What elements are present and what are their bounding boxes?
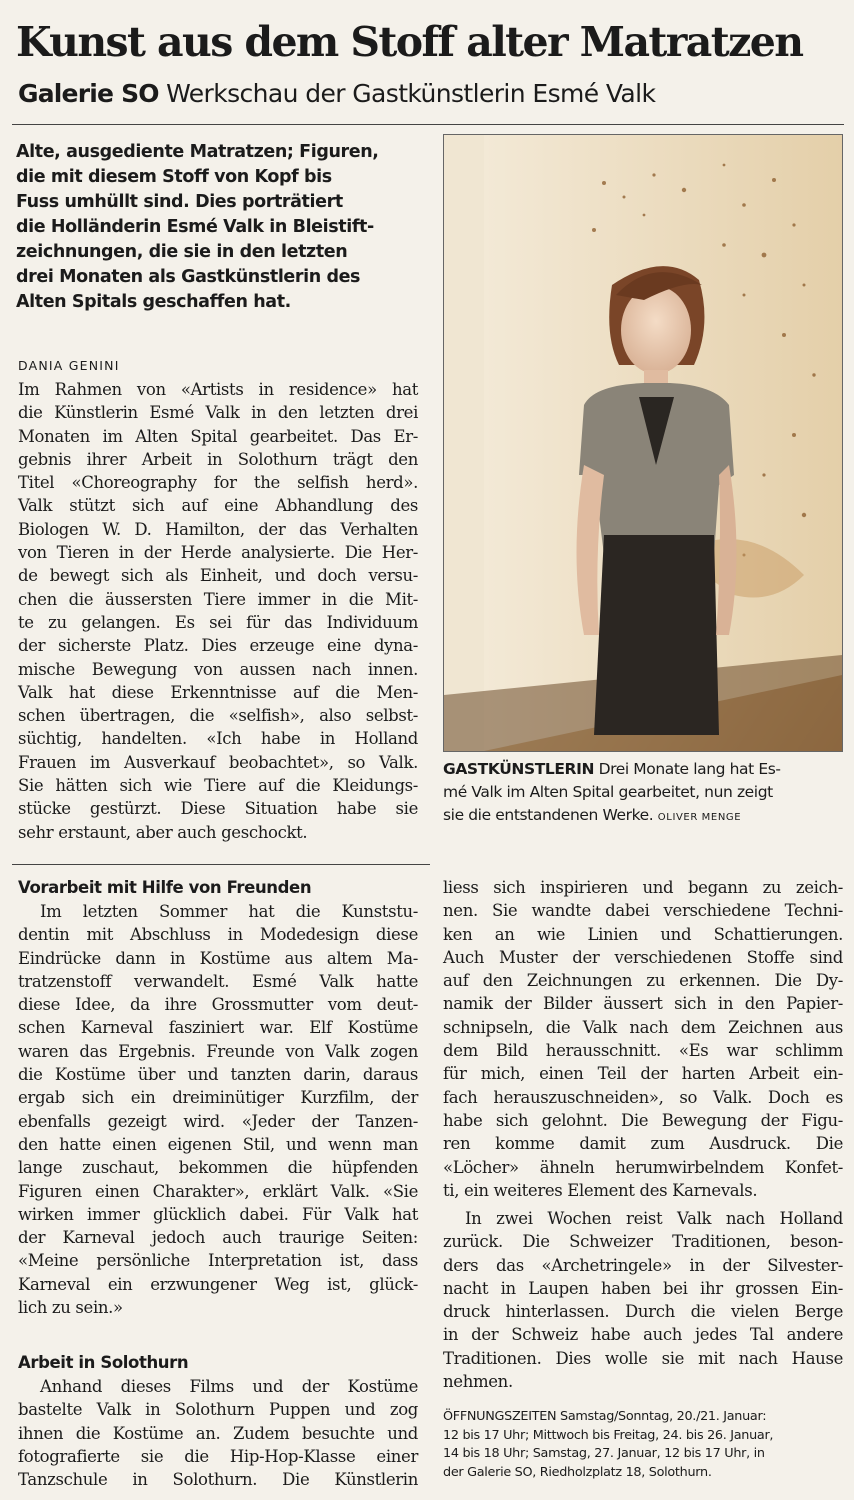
text-line: waren das Ergebnis. Freunde von Valk zogen <box>18 1041 418 1061</box>
lead-line: Alte, ausgediente Matratzen; Figuren, <box>16 142 379 162</box>
text-line: schnipseln, die Valk nach dem Zeichnen aus <box>443 1017 843 1037</box>
lead-paragraph <box>16 140 420 315</box>
article-column-2-paragraph-1 <box>443 876 843 1202</box>
text-line: Im letzten Sommer hat die Kunststu- <box>40 902 418 921</box>
text-line: für mich, einen Teil der harten Arbeit ein- <box>443 1064 843 1084</box>
text-line: liess sich inspirieren und begann zu zeich- <box>443 878 843 897</box>
text-line: namik der Bilder äussert sich in den Papier- <box>443 994 843 1014</box>
headline: Kunst aus dem Stoff alter Matratzen <box>16 18 803 66</box>
subheadline-text: Werkschau der Gastkünstlerin Esmé Valk <box>166 79 656 108</box>
article-column-1-paragraph-3 <box>18 1375 418 1491</box>
text-line: Figuren einen Charakter», erklärt Valk. «Sie <box>18 1181 418 1201</box>
artist-photo <box>443 134 843 752</box>
text-line: Karneval ein erzwungener Weg ist, glück- <box>18 1274 418 1294</box>
text-line: der sicherste Platz. Dies erzeuge eine dyna- <box>18 636 418 656</box>
text-line: Tanzschule in Solothurn. Die Künstlerin <box>18 1470 418 1490</box>
text-line: ebenfalls gezeigt wird. «Jeder der Tanzen- <box>18 1111 418 1131</box>
text-line: fach herauszuschneiden», so Valk. Doch es <box>443 1087 843 1107</box>
text-line: dentin mit Abschluss in Modedesign diese <box>18 925 418 945</box>
opening-hours <box>443 1408 843 1482</box>
lead-line: die mit diesem Stoff von Kopf bis <box>16 167 332 187</box>
text-line: dem Bild herausschnitt. «Es war schlimm <box>443 1041 843 1061</box>
text-line: Valk stützt sich auf eine Abhandlung des <box>18 496 418 516</box>
lead-line: Alten Spitals geschaffen hat. <box>16 292 291 312</box>
text-line: te zu gelangen. Es sei für das Individuum <box>18 612 418 632</box>
text-line: den hatte einen eigenen Stil, und wenn man <box>18 1134 418 1154</box>
artist-photo-illustration <box>444 135 842 751</box>
lead-line: die Holländerin Esmé Valk in Bleistift- <box>16 217 374 237</box>
subheadline-kicker: Galerie SO <box>18 79 159 108</box>
opening-hours-line: 12 bis 17 Uhr; Mittwoch bis Freitag, 24. bis 26. Januar, <box>443 1427 774 1443</box>
text-line: druck hinterlassen. Durch die vielen Berge <box>443 1302 843 1322</box>
text-line: auf den Zeichnungen zu erkennen. Die Dy- <box>443 971 843 991</box>
text-line: ihnen die Kostüme an. Zudem besuchte und <box>18 1423 418 1443</box>
text-line: Eindrücke dann in Kostüme aus altem Ma- <box>18 948 418 968</box>
text-line: Monaten im Alten Spital gearbeitet. Das Er- <box>18 426 418 446</box>
text-line: süchtig, handelten. «Ich habe in Holland <box>18 729 418 749</box>
caption-kicker: GASTKÜNSTLERIN <box>443 760 595 778</box>
text-line: Traditionen. Dies wolle sie mit nach Hause <box>443 1348 843 1368</box>
text-line: lange zuschaut, bekommen die hüpfenden <box>18 1158 418 1178</box>
photo-credit: OLIVER MENGE <box>657 812 742 823</box>
text-line: nacht in Laupen haben bei ihr grossen Ein- <box>443 1278 843 1298</box>
text-line: ders das «Archetringele» in der Silvester- <box>443 1255 843 1275</box>
text-line: ren komme damit zum Ausdruck. Die <box>443 1134 843 1154</box>
text-line: «Meine persönliche Interpretation ist, dass <box>18 1251 418 1271</box>
section-divider <box>12 864 430 865</box>
text-line: nen. Sie wandte dabei verschiedene Techni- <box>443 901 843 921</box>
lead-line: Fuss umhüllt sind. Dies porträtiert <box>16 192 343 212</box>
opening-hours-line: 14 bis 18 Uhr; Samstag, 27. Januar, 12 bis 17 Uhr, in <box>443 1446 765 1461</box>
subheadline <box>18 78 838 110</box>
caption-line: sie die entstandenen Werke. <box>443 806 654 824</box>
article-column-1-paragraph-1 <box>18 378 418 844</box>
article-column-2-paragraph-2 <box>443 1207 843 1393</box>
text-line: die Künstlerin Esmé Valk in den letzten drei <box>18 403 418 423</box>
text-line: «Löcher» ähneln herumwirbelndem Konfet- <box>443 1157 843 1177</box>
text-line: In zwei Wochen reist Valk nach Holland <box>465 1209 843 1228</box>
header-divider <box>12 124 844 125</box>
text-line: fotografierte sie die Hip-Hop-Klasse einer <box>18 1446 418 1466</box>
text-line: Titel «Choreography for the selfish herd». <box>18 473 418 493</box>
text-line: tratzenstoff verwandelt. Esmé Valk hatte <box>18 971 418 991</box>
caption-line: mé Valk im Alten Spital gearbeitet, nun zeigt <box>443 783 773 801</box>
text-line: die Kostüme über und tanzten darin, daraus <box>18 1065 418 1085</box>
text-line: stücke gestürzt. Diese Situation habe sie <box>18 799 418 819</box>
text-line: Frauen im Ausverkauf beobachtet», so Valk. <box>18 752 418 772</box>
text-line: de bewegt sich als Einheit, und doch versu- <box>18 566 418 586</box>
caption-line: Drei Monate lang hat Es- <box>598 760 781 778</box>
text-line: der Karneval jedoch auch traurige Seiten: <box>18 1228 418 1248</box>
text-line: Im Rahmen von «Artists in residence» hat <box>18 380 418 399</box>
text-line: diese Idee, da ihre Grossmutter vom deut- <box>18 995 418 1015</box>
text-line: Sie hätten sich wie Tiere auf die Kleidungs- <box>18 776 418 796</box>
text-line: sehr erstaunt, aber auch geschockt. <box>18 822 308 842</box>
lead-line: zeichnungen, die sie in den letzten <box>16 242 348 262</box>
opening-hours-line: der Galerie SO, Riedholzplatz 18, Solothurn. <box>443 1464 712 1480</box>
text-line: ti, ein weiteres Element des Karnevals. <box>443 1180 758 1200</box>
text-line: schen übertragen, die «selfish», also selbst- <box>18 706 418 726</box>
photo-caption <box>443 758 843 829</box>
byline: DANIA GENINI <box>18 358 120 373</box>
text-line: lich zu sein.» <box>18 1298 123 1318</box>
text-line: Valk hat diese Erkenntnisse auf die Men- <box>18 682 418 702</box>
text-line: mische Bewegung von aussen nach innen. <box>18 659 418 679</box>
text-line: ergab sich ein dreiminütiger Kurzfilm, der <box>18 1088 418 1108</box>
subheading-vorarbeit: Vorarbeit mit Hilfe von Freunden <box>18 878 312 897</box>
opening-hours-label: ÖFFNUNGSZEITEN <box>443 1409 557 1424</box>
lead-line: drei Monaten als Gastkünstlerin des <box>16 267 361 287</box>
text-line: ken an wie Linien und Schattierungen. <box>443 924 843 944</box>
text-line: bastelte Valk in Solothurn Puppen und zog <box>18 1400 418 1420</box>
text-line: Auch Muster der verschiedenen Stoffe sind <box>443 947 843 967</box>
subheading-arbeit-in-solothurn: Arbeit in Solothurn <box>18 1353 189 1372</box>
text-line: Anhand dieses Films und der Kostüme <box>40 1377 418 1396</box>
text-line: Biologen W. D. Hamilton, der das Verhalten <box>18 519 418 539</box>
text-line: chen die äussersten Tiere immer in die Mit- <box>18 589 418 609</box>
text-line: in der Schweiz habe auch jedes Tal andere <box>443 1325 843 1345</box>
opening-hours-line: Samstag/Sonntag, 20./21. Januar: <box>560 1409 767 1424</box>
text-line: zurück. Die Schweizer Traditionen, beson- <box>443 1232 843 1252</box>
text-line: schen Karneval fasziniert war. Elf Kostüme <box>18 1018 418 1038</box>
text-line: von Tieren in der Herde analysierte. Die Her- <box>18 543 418 563</box>
text-line: wirken immer glücklich dabei. Für Valk hat <box>18 1204 418 1224</box>
article-column-1-paragraph-2 <box>18 900 418 1319</box>
text-line: nehmen. <box>443 1372 513 1392</box>
text-line: gebnis ihrer Arbeit in Solothurn trägt den <box>18 449 418 469</box>
text-line: habe sich gelohnt. Die Bewegung der Figu- <box>443 1110 843 1130</box>
